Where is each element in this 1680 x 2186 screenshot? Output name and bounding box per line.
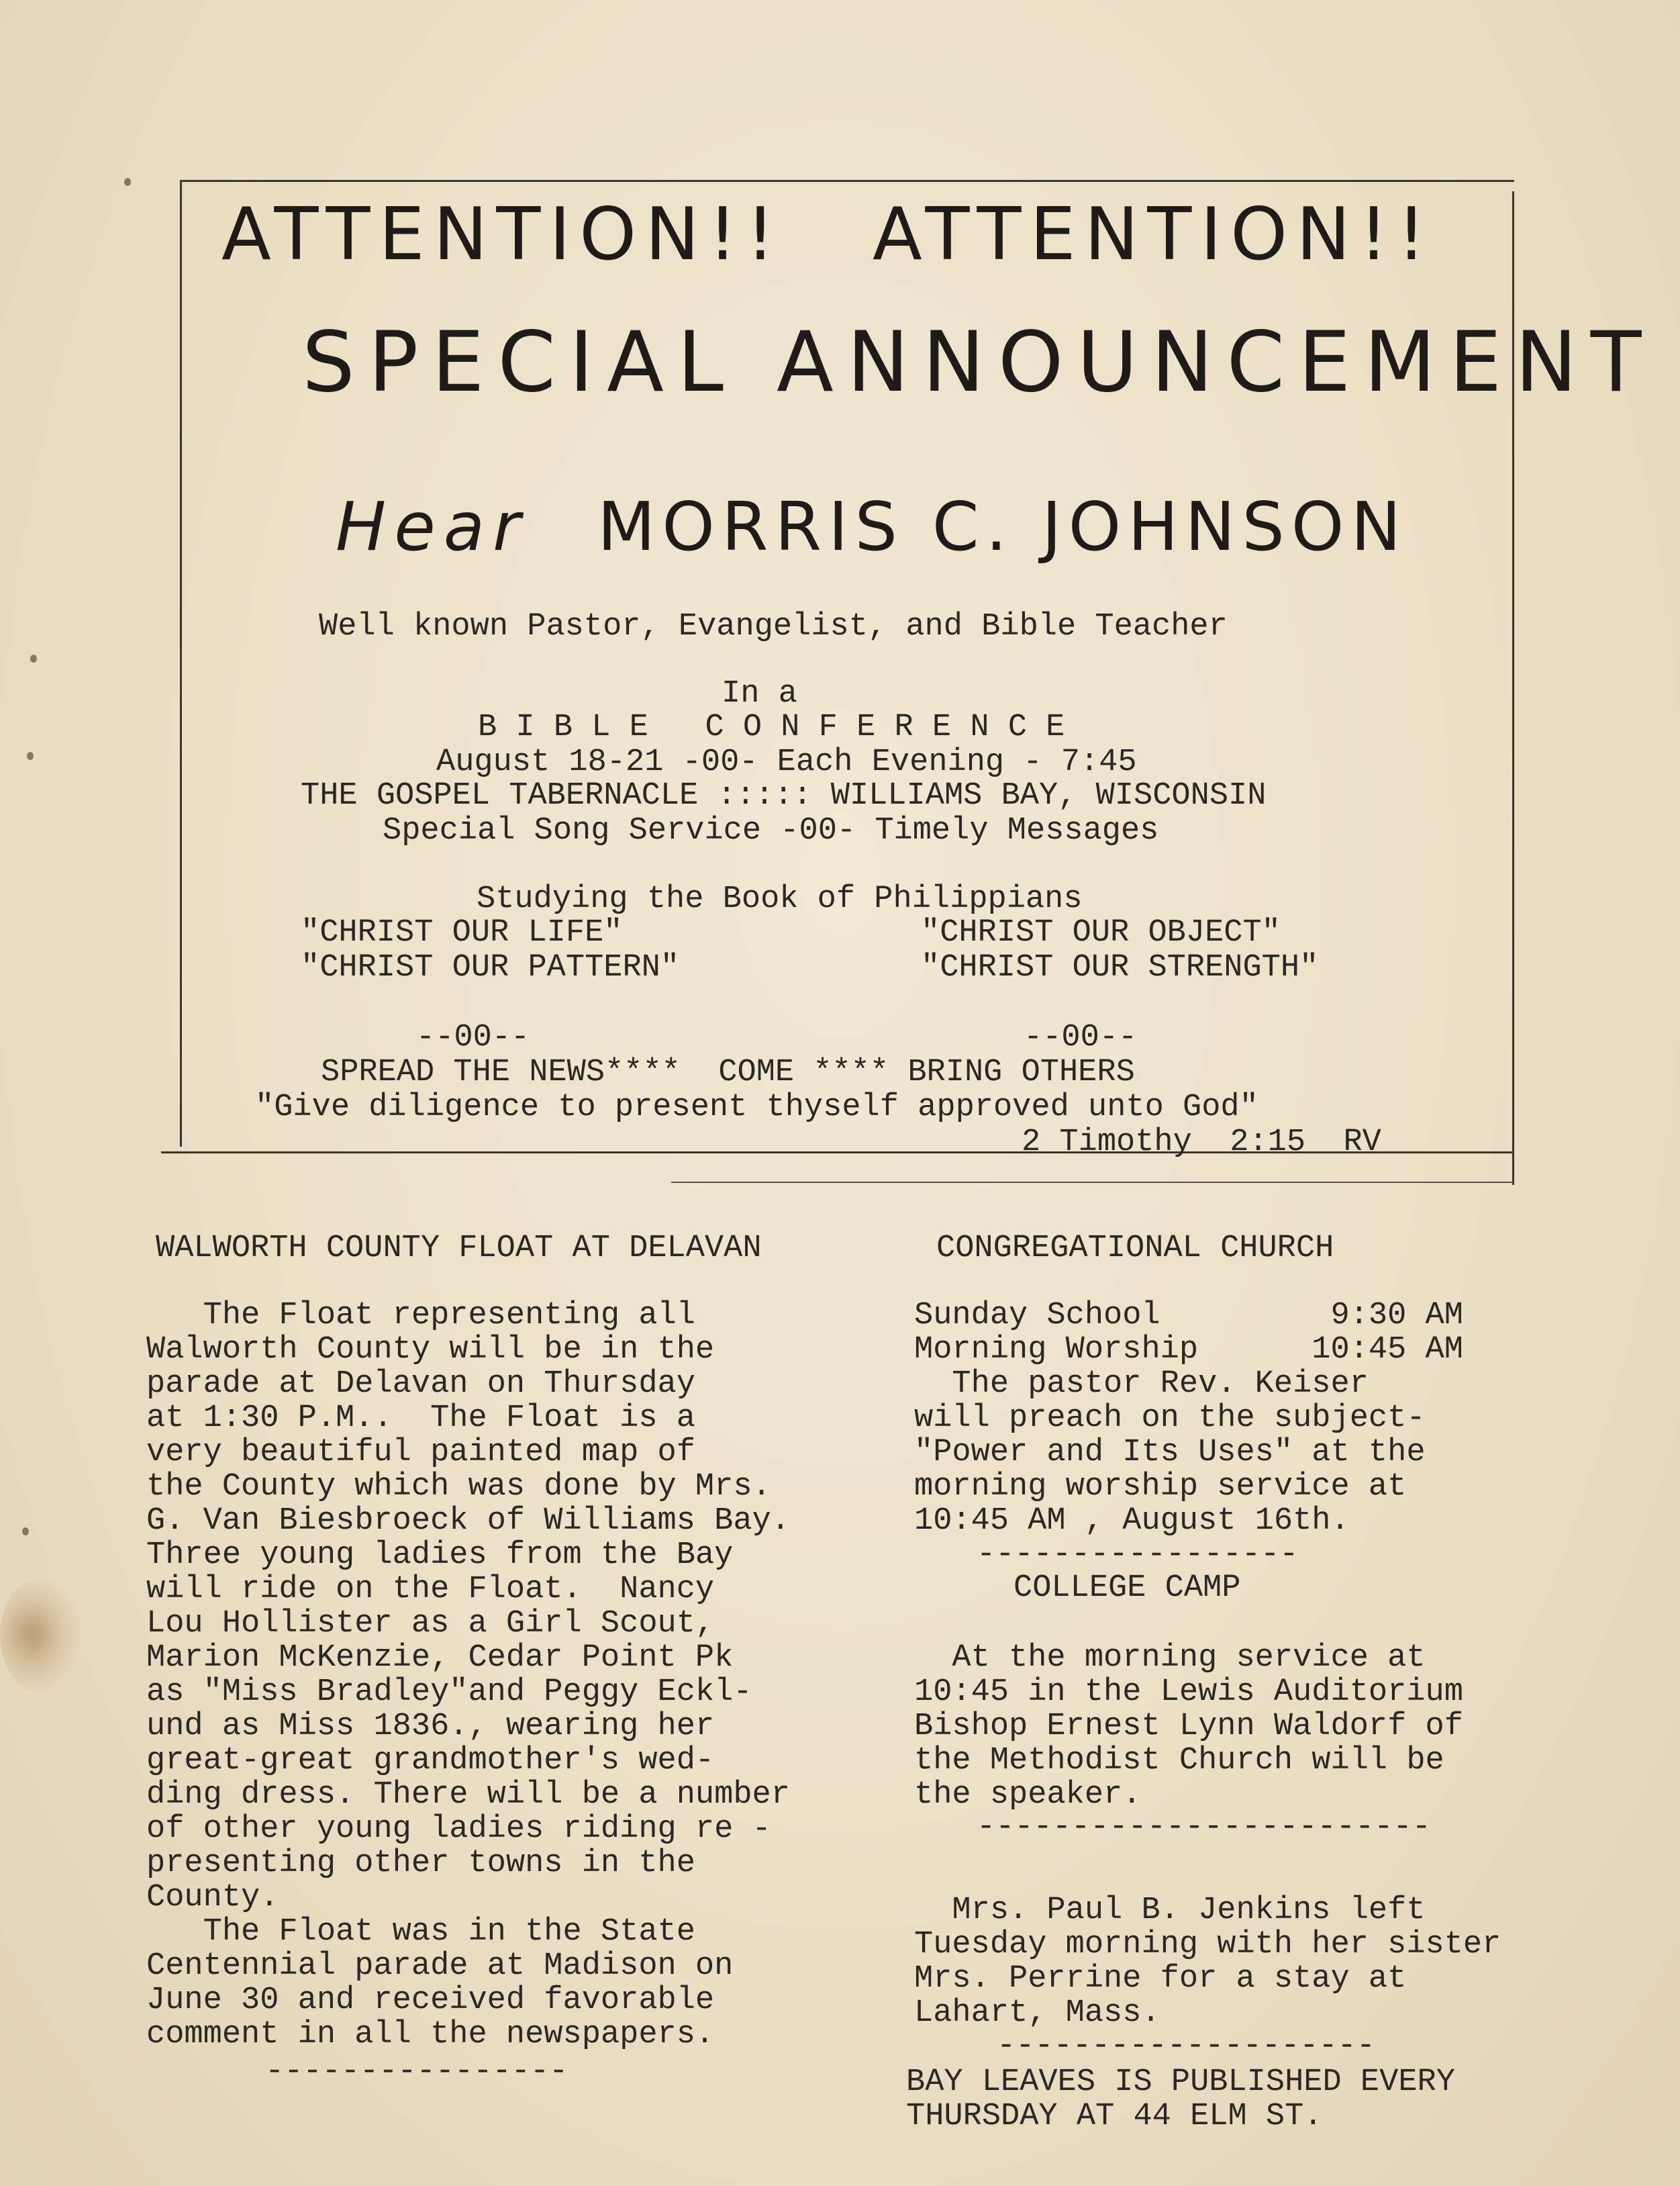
church-heading: CONGREGATIONAL CHURCH [936, 1231, 1334, 1266]
article-rule: ---------------- [265, 2054, 569, 2089]
article-line: County. [146, 1880, 279, 1915]
article-line: very beautiful painted map of [146, 1435, 695, 1470]
separator-right: --00-- [1024, 1020, 1138, 1055]
church-rule: ----------------- [977, 1537, 1299, 1572]
sermon-line: morning worship service at [914, 1469, 1407, 1505]
jenkins-notice [914, 1893, 1501, 2030]
paper-speck [124, 178, 131, 186]
article-line: G. Van Biesbroeck of Williams Bay. [146, 1503, 790, 1539]
conference-dates: August 18-21 -00- Each Evening - 7:45 [436, 745, 1137, 780]
topic-christ-our-strength: "CHRIST OUR STRENGTH" [921, 950, 1319, 986]
article-line: at 1:30 P.M.. The Float is a [146, 1400, 695, 1436]
box-border-left [180, 180, 182, 1147]
song-service-line: Special Song Service -00- Timely Messages [383, 813, 1159, 849]
camp-line: 10:45 in the Lewis Auditorium [914, 1674, 1463, 1710]
article-line: will ride on the Float. Nancy [146, 1572, 715, 1607]
footer-line: THURSDAY AT 44 ELM ST. [906, 2099, 1323, 2134]
paper-speck [27, 752, 34, 760]
attention-right: ATTENTION!! [873, 193, 1435, 277]
article-line: the County which was done by Mrs. [146, 1469, 771, 1505]
box-border-bottom-shadow [671, 1182, 1514, 1183]
article-line: great-great grandmother's wed- [146, 1743, 715, 1778]
sermon-line: will preach on the subject- [914, 1400, 1426, 1436]
sermon-line: 10:45 AM , August 16th. [914, 1503, 1350, 1539]
camp-line: Bishop Ernest Lynn Waldorf of [914, 1709, 1463, 1744]
topic-christ-our-object: "CHRIST OUR OBJECT" [921, 915, 1281, 951]
float-article-body [146, 1298, 790, 2052]
paper-speck [30, 655, 37, 663]
verse-citation: 2 Timothy 2:15 RV [1022, 1125, 1381, 1160]
jenkins-line: Tuesday morning with her sister [914, 1927, 1501, 1962]
jenkins-line: Mrs. Perrine for a stay at [914, 1961, 1407, 1997]
speaker-tagline: Well known Pastor, Evangelist, and Bible Teacher [319, 609, 1228, 645]
college-camp-heading: COLLEGE CAMP [1014, 1570, 1241, 1606]
article-line: Lou Hollister as a Girl Scout, [146, 1606, 715, 1642]
paper-speck [22, 1527, 29, 1535]
conference-place: THE GOSPEL TABERNACLE ::::: WILLIAMS BAY, WISCONSIN [301, 778, 1267, 814]
paper-stain [0, 1578, 81, 1692]
article-line: presenting other towns in the [146, 1846, 695, 1881]
schedule-line: Sunday School 9:30 AM [914, 1298, 1463, 1333]
jenkins-line: Mrs. Paul B. Jenkins left [914, 1893, 1426, 1928]
in-a-label: In a [722, 676, 797, 712]
philippians-study-line: Studying the Book of Philippians [477, 882, 1083, 917]
article-line: Centennial parade at Madison on [146, 1948, 734, 1984]
separator-left: --00-- [416, 1020, 530, 1055]
college-camp-notice [914, 1641, 1463, 1812]
article-line: The Float representing all [146, 1298, 695, 1333]
topic-christ-our-life: "CHRIST OUR LIFE" [301, 915, 623, 951]
jenkins-rule: -------------------- [997, 2028, 1376, 2064]
article-line: parade at Delavan on Thursday [146, 1366, 695, 1402]
spread-the-news-line: SPREAD THE NEWS**** COME **** BRING OTHERS [321, 1055, 1135, 1090]
camp-line: the speaker. [914, 1777, 1142, 1813]
camp-line: the Methodist Church will be [914, 1743, 1444, 1778]
article-line: comment in all the newspapers. [146, 2017, 715, 2052]
publication-footer [906, 2065, 1455, 2134]
article-line: The Float was in the State [146, 1914, 695, 1950]
sermon-line: "Power and Its Uses" at the [914, 1435, 1426, 1470]
attention-left: ATTENTION!! [221, 193, 784, 277]
article-line: Three young ladies from the Bay [146, 1537, 734, 1573]
hear-label: Hear [336, 487, 529, 566]
article-line: June 30 and received favorable [146, 1983, 715, 2018]
article-line: as "Miss Bradley"and Peggy Eckl- [146, 1674, 752, 1710]
topic-christ-our-pattern: "CHRIST OUR PATTERN" [301, 950, 680, 986]
jenkins-line: Lahart, Mass. [914, 1995, 1160, 2031]
camp-line: At the morning service at [914, 1640, 1426, 1676]
sermon-line: The pastor Rev. Keiser [914, 1366, 1369, 1402]
speaker-name: MORRIS C. JOHNSON [597, 487, 1408, 566]
bible-conference-title: B I B L E C O N F E R E N C E [478, 710, 1065, 745]
article-line: Marion McKenzie, Cedar Point Pk [146, 1640, 734, 1676]
special-announcement-title: SPECIAL ANNOUNCEMENT [302, 314, 1655, 411]
float-article-heading: WALWORTH COUNTY FLOAT AT DELAVAN [156, 1231, 762, 1266]
bible-verse: "Give diligence to present thyself approved unto God" [255, 1090, 1258, 1125]
church-schedule [914, 1298, 1463, 1367]
camp-rule: ------------------------ [977, 1809, 1431, 1845]
article-line: und as Miss 1836., wearing her [146, 1709, 715, 1744]
article-line: of other young ladies riding re - [146, 1811, 771, 1847]
footer-line: BAY LEAVES IS PUBLISHED EVERY [906, 2064, 1455, 2100]
schedule-line: Morning Worship 10:45 AM [914, 1332, 1463, 1368]
article-line: Walworth County will be in the [146, 1332, 715, 1368]
box-border-top [180, 180, 1514, 182]
article-line: ding dress. There will be a number [146, 1777, 790, 1813]
church-sermon-notice [914, 1367, 1426, 1538]
